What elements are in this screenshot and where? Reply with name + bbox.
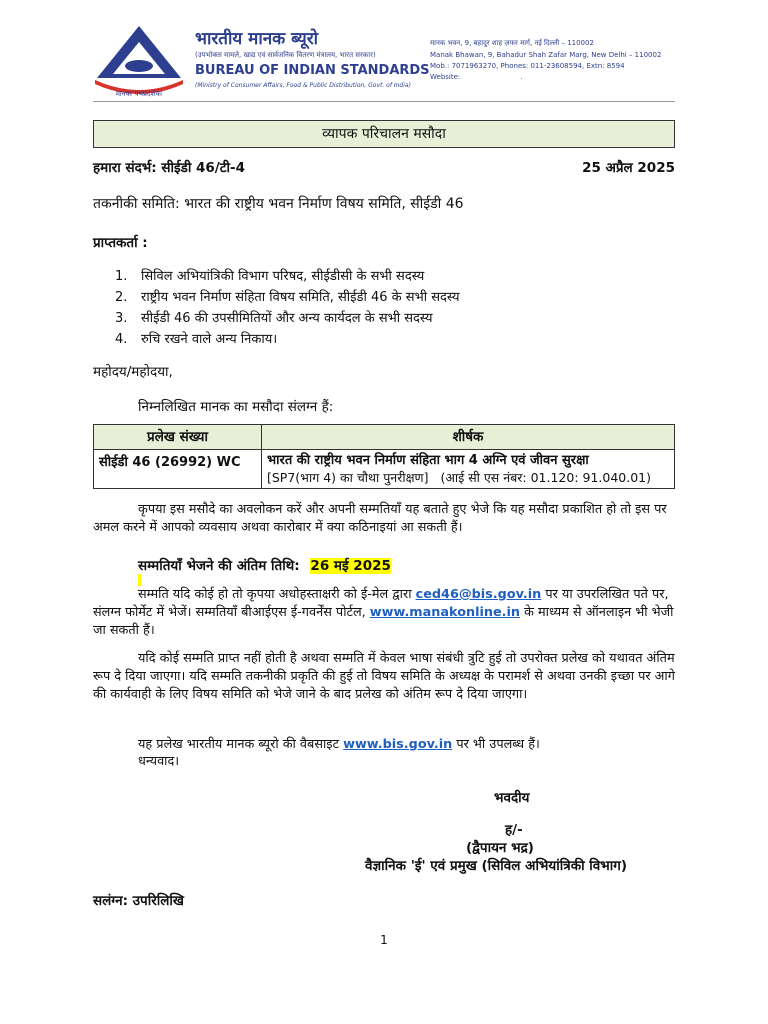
recipient-text: राष्ट्रीय भवन निर्माण संहिता विषय समिति, सीईडी 46 के सभी सदस्य: [141, 290, 460, 305]
recipient-text: रुचि रखने वाले अन्य निकाय।: [141, 332, 278, 347]
comments-text-2: पर या उपरलिखित पते पर, संलग्न फोर्मेट में भेजें। सम्मतियाँ बीआईएस ई-गवर्नेंस पोर्टल,: [93, 587, 669, 620]
deadline-line: [138, 556, 391, 574]
cell-doc-title: [262, 450, 675, 489]
recipient-number: 4.: [115, 332, 128, 347]
recipient-item: [115, 287, 460, 308]
salutation: महोदय/महोदया,: [93, 364, 173, 380]
recipient-number: 2.: [115, 290, 128, 305]
finalization-paragraph: यदि कोई सम्मति प्राप्त नहीं होती है अथवा सम्मति में केवल भाषा संबंधी त्रुटि हुई तो उपरोक्त प्रलेख को यथावत अंतिम रूप दे दिया जाएगा। यदि सम्मति तकनीकी प्रकृति की हुई तो विषय समिति के अध्यक्ष के परामर्श से अथवा उनकी इच्छा पर आगे की कार्यवाही के लिए विषय समिति को भेजे जाने के बाद प्रलेख को अंतिम रूप दे दिया जाएगा।: [93, 651, 675, 702]
org-ministry-hindi: (उपभोक्ता मामले, खाद्य एवं सार्वजनिक वितरण मंत्रालय, भारत सरकार): [195, 51, 376, 59]
doc-subtitle: [SP7(भाग 4) का चौथा पुनरीक्षण]: [267, 470, 429, 485]
table-header-row: [94, 425, 675, 450]
doc-subtitle-line: [267, 469, 669, 486]
signed-mark: ह/-: [505, 822, 523, 838]
comments-paragraph: [93, 586, 678, 640]
closing: भवदीय: [494, 790, 530, 806]
address-hindi: मानक भवन, 9, बहादुर शाह ज़फर मार्ग, नई दिल्ली – 110002: [430, 39, 594, 47]
recipient-item: [115, 329, 460, 350]
website-paragraph: [138, 734, 540, 752]
thanks-line: धन्यवाद।: [138, 754, 180, 769]
review-paragraph: कृपया इस मसौदे का अवलोकन करें और अपनी सम्मतियाँ यह बताते हुए भेजे कि यह मसौदा प्रकाशित हो तो इस पर अमल करने में आपको व्यवसाय अथवा कारोबार में क्या कठिनाइयां आ सकती हैं।: [93, 502, 667, 535]
header-divider: [93, 101, 675, 102]
comments-text-1: सम्मति यदि कोई हो तो कृपया अधोहस्ताक्षरी को ई-मेल द्वारा: [138, 587, 412, 602]
recipient-text: सिविल अभियांत्रिकी विभाग परिषद, सीईडीसी के सभी सदस्य: [141, 269, 425, 284]
comments-text-3: के माध्यम से ऑनलाइन भी भेजी जा सकती हैं।: [93, 605, 674, 638]
draft-table: [93, 424, 675, 489]
website-value[interactable]: .: [520, 73, 523, 81]
recipients-list: [115, 266, 460, 350]
highlight-marker: [138, 574, 141, 586]
signatory-designation: वैज्ञानिक 'ई' एवं प्रमुख (सिविल अभियांत्रिकी विभाग): [365, 858, 628, 874]
recipient-item: [115, 266, 460, 287]
page-number: 1: [380, 933, 388, 947]
signatory-name: (द्वैपायन भद्र): [466, 840, 534, 856]
org-name-hindi: भारतीय मानक ब्यूरो: [195, 29, 319, 49]
recipient-number: 1.: [115, 269, 128, 284]
cell-doc-number: सीईडी 46 (26992) WC: [94, 450, 262, 489]
portal-link[interactable]: www.manakonline.in: [369, 605, 521, 620]
deadline-date: 26 मई 2025: [310, 558, 391, 574]
doc-title: भारत की राष्ट्रीय भवन निर्माण संहिता भाग 4 अग्नि एवं जीवन सुरक्षा: [267, 453, 589, 468]
bis-website-link[interactable]: www.bis.gov.in: [343, 737, 453, 752]
doc-ics: (आई सी एस नंबर: 01.120: 91.040.01): [440, 470, 652, 485]
recipient-number: 3.: [115, 311, 128, 326]
letter-date: 25 अप्रैल 2025: [582, 160, 675, 176]
email-link[interactable]: ced46@bis.gov.in: [415, 587, 542, 602]
committee-line: तकनीकी समिति: भारत की राष्ट्रीय भवन निर्माण विषय समिति, सीईडी 46: [93, 196, 464, 212]
bis-logo: [93, 22, 185, 100]
address-english: Manak Bhawan, 9, Bahadur Shah Zafar Marg, New Delhi – 110002: [430, 51, 662, 59]
org-name-english: BUREAU OF INDIAN STANDARDS: [195, 63, 430, 78]
col-header-doc-number: प्रलेख संख्या: [94, 425, 262, 450]
website-label: Website:: [430, 73, 461, 81]
enclosure-line: सलंग्न: उपरिलिखि: [93, 893, 184, 909]
recipients-label: प्राप्तकर्ता :: [93, 235, 148, 251]
table-row: [94, 450, 675, 489]
col-header-title: शीर्षक: [262, 425, 675, 450]
logo-motto: मानकः पथप्रदर्शकः: [115, 90, 163, 98]
website-text-2: पर भी उपलब्ध हैं।: [456, 737, 540, 752]
website-line: [430, 73, 523, 81]
org-ministry-english: (Ministry of Consumer Affairs, Food & Public Distribution, Govt. of India): [195, 82, 411, 89]
intro-line: निम्नलिखित मानक का मसौदा संलग्न हैं:: [138, 399, 334, 415]
website-text-1: यह प्रलेख भारतीय मानक ब्यूरो की वैबसाइट: [138, 737, 340, 752]
reference-number: हमारा संदर्भ: सीईडी 46/टी-4: [93, 160, 246, 176]
recipient-text: सीईडी 46 की उपसीमितियों और अन्य कार्यदल के सभी सदस्य: [141, 311, 433, 326]
phone-numbers: Mob.: 7071963270, Phones: 011-23608594, Extn: 8594: [430, 62, 625, 70]
deadline-label: सम्मतियाँ भेजने की अंतिम तिथि:: [138, 558, 300, 574]
recipient-item: [115, 308, 460, 329]
document-title: व्यापक परिचालन मसौदा: [93, 120, 675, 148]
